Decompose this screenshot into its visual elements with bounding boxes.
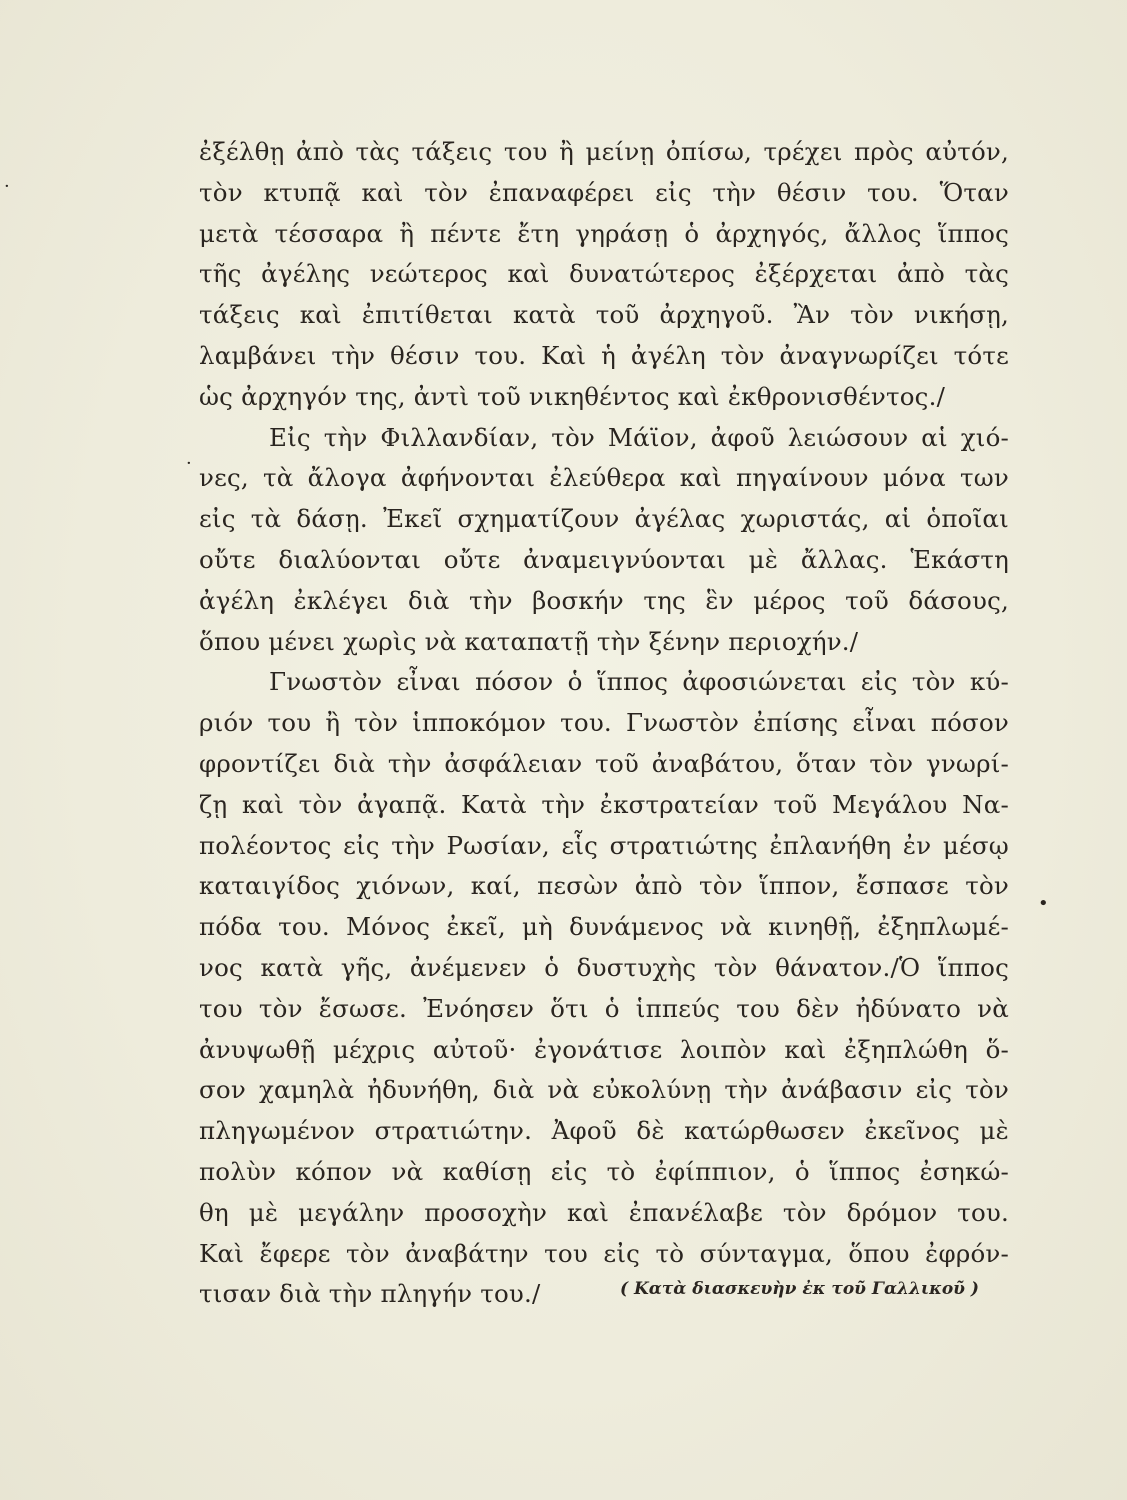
text-line-23: ἀνυψωθῇ μέχρις αὐτοῦ· ἐγονάτισε λοιπὸν καὶ ἐξηπλώθη ὅ-: [199, 1034, 1009, 1064]
margin-dot-mark: ·: [4, 176, 10, 197]
text-line-19: καταιγίδος χιόνων, καί, πεσὼν ἀπὸ τὸν ἵππον, ἔσπασε τὸν: [199, 871, 1009, 901]
text-line-2: τὸν κτυπᾷ καὶ τὸν ἐπαναφέρει εἰς τὴν θέσιν του. Ὅταν: [199, 177, 1009, 207]
text-line-25: πληγωμένον στρατιώτην. Ἀφοῦ δὲ κατώρθωσεν ἐκεῖνος μὲ: [199, 1116, 1009, 1146]
text-line-27: θη μὲ μεγάλην προσοχὴν καὶ ἐπανέλαβε τὸν δρόμον του.: [199, 1197, 1009, 1227]
text-line-14: Γνωστὸν εἶναι πόσον ὁ ἵππος ἀφοσιώνεται εἰς τὸν κύ-: [269, 667, 1009, 697]
text-line-12: ἀγέλη ἐκλέγει διὰ τὴν βοσκήν της ἓν μέρος τοῦ δάσους,: [199, 585, 1009, 615]
text-line-15: ριόν του ἢ τὸν ἱπποκόμον του. Γνωστὸν ἐπίσης εἶναι πόσον: [199, 708, 1009, 738]
text-line-21: νος κατὰ γῆς, ἀνέμενεν ὁ δυστυχὴς τὸν θάνατον./Ὁ ἵππος: [199, 952, 1009, 982]
text-line-17: ζῃ καὶ τὸν ἀγαπᾷ. Κατὰ τὴν ἐκστρατείαν τοῦ Μεγάλου Να-: [199, 789, 1009, 819]
text-line-10: εἰς τὰ δάσῃ. Ἐκεῖ σχηματίζουν ἀγέλας χωριστάς, αἱ ὁποῖαι: [199, 504, 1009, 534]
text-line-28: Καὶ ἔφερε τὸν ἀναβάτην του εἰς τὸ σύνταγμα, ὅπου ἐφρόν-: [199, 1238, 1009, 1268]
text-line-18: πολέοντος εἰς τὴν Ρωσίαν, εἷς στρατιώτης ἐπλανήθη ἐν μέσῳ: [199, 830, 1009, 860]
text-line-22: του τὸν ἔσωσε. Ἐνόησεν ὅτι ὁ ἱππεύς του δὲν ἠδύνατο νὰ: [199, 993, 1009, 1023]
text-line-29: τισαν διὰ τὴν πληγήν του./: [199, 1279, 541, 1309]
text-line-5: τάξεις καὶ ἐπιτίθεται κατὰ τοῦ ἀρχηγοῦ. Ἂν τὸν νικήσῃ,: [199, 300, 1009, 330]
text-line-16: φροντίζει διὰ τὴν ἀσφάλειαν τοῦ ἀναβάτου, ὅταν τὸν γνωρί-: [199, 748, 1009, 778]
text-line-20: πόδα του. Μόνος ἐκεῖ, μὴ δυνάμενος νὰ κινηθῇ, ἐξηπλωμέ-: [199, 912, 1009, 942]
text-line-24: σον χαμηλὰ ἠδυνήθη, διὰ νὰ εὐκολύνῃ τὴν ἀνάβασιν εἰς τὸν: [199, 1075, 1009, 1105]
margin-bullet-mark: •: [1038, 893, 1049, 914]
text-line-3: μετὰ τέσσαρα ἢ πέντε ἔτη γηράσῃ ὁ ἀρχηγός, ἄλλος ἵππος: [199, 218, 1009, 248]
source-attribution: ( Κατὰ διασκευὴν ἐκ τοῦ Γαλλικοῦ ): [620, 1279, 979, 1299]
text-line-11: οὔτε διαλύονται οὔτε ἀναμειγνύονται μὲ ἄλλας. Ἑκάστη: [199, 544, 1009, 574]
text-line-6: λαμβάνει τὴν θέσιν του. Καὶ ἡ ἀγέλη τὸν ἀναγνωρίζει τότε: [199, 340, 1009, 370]
text-line-13: ὅπου μένει χωρὶς νὰ καταπατῇ τὴν ξένην περιοχήν./: [199, 626, 859, 656]
margin-dot-mark: ·: [186, 453, 192, 474]
text-line-4: τῆς ἀγέλης νεώτερος καὶ δυνατώτερος ἐξέρχεται ἀπὸ τὰς: [199, 259, 1009, 289]
text-line-1: ἐξέλθῃ ἀπὸ τὰς τάξεις του ἢ μείνῃ ὀπίσω, τρέχει πρὸς αὐτόν,: [199, 137, 1009, 166]
text-line-7: ὡς ἀρχηγόν της, ἀντὶ τοῦ νικηθέντος καὶ ἐκθρονισθέντος./: [199, 381, 946, 411]
text-line-26: πολὺν κόπον νὰ καθίσῃ εἰς τὸ ἐφίππιον, ὁ ἵππος ἐσηκώ-: [199, 1156, 1009, 1186]
text-line-8: Εἰς τὴν Φιλλανδίαν, τὸν Μάϊον, ἀφοῦ λειώσουν αἱ χιό-: [269, 422, 1009, 452]
article-text: [199, 132, 1009, 1315]
text-line-9: νες, τὰ ἄλογα ἀφήνονται ἐλεύθερα καὶ πηγαίνουν μόνα των: [199, 463, 1009, 493]
